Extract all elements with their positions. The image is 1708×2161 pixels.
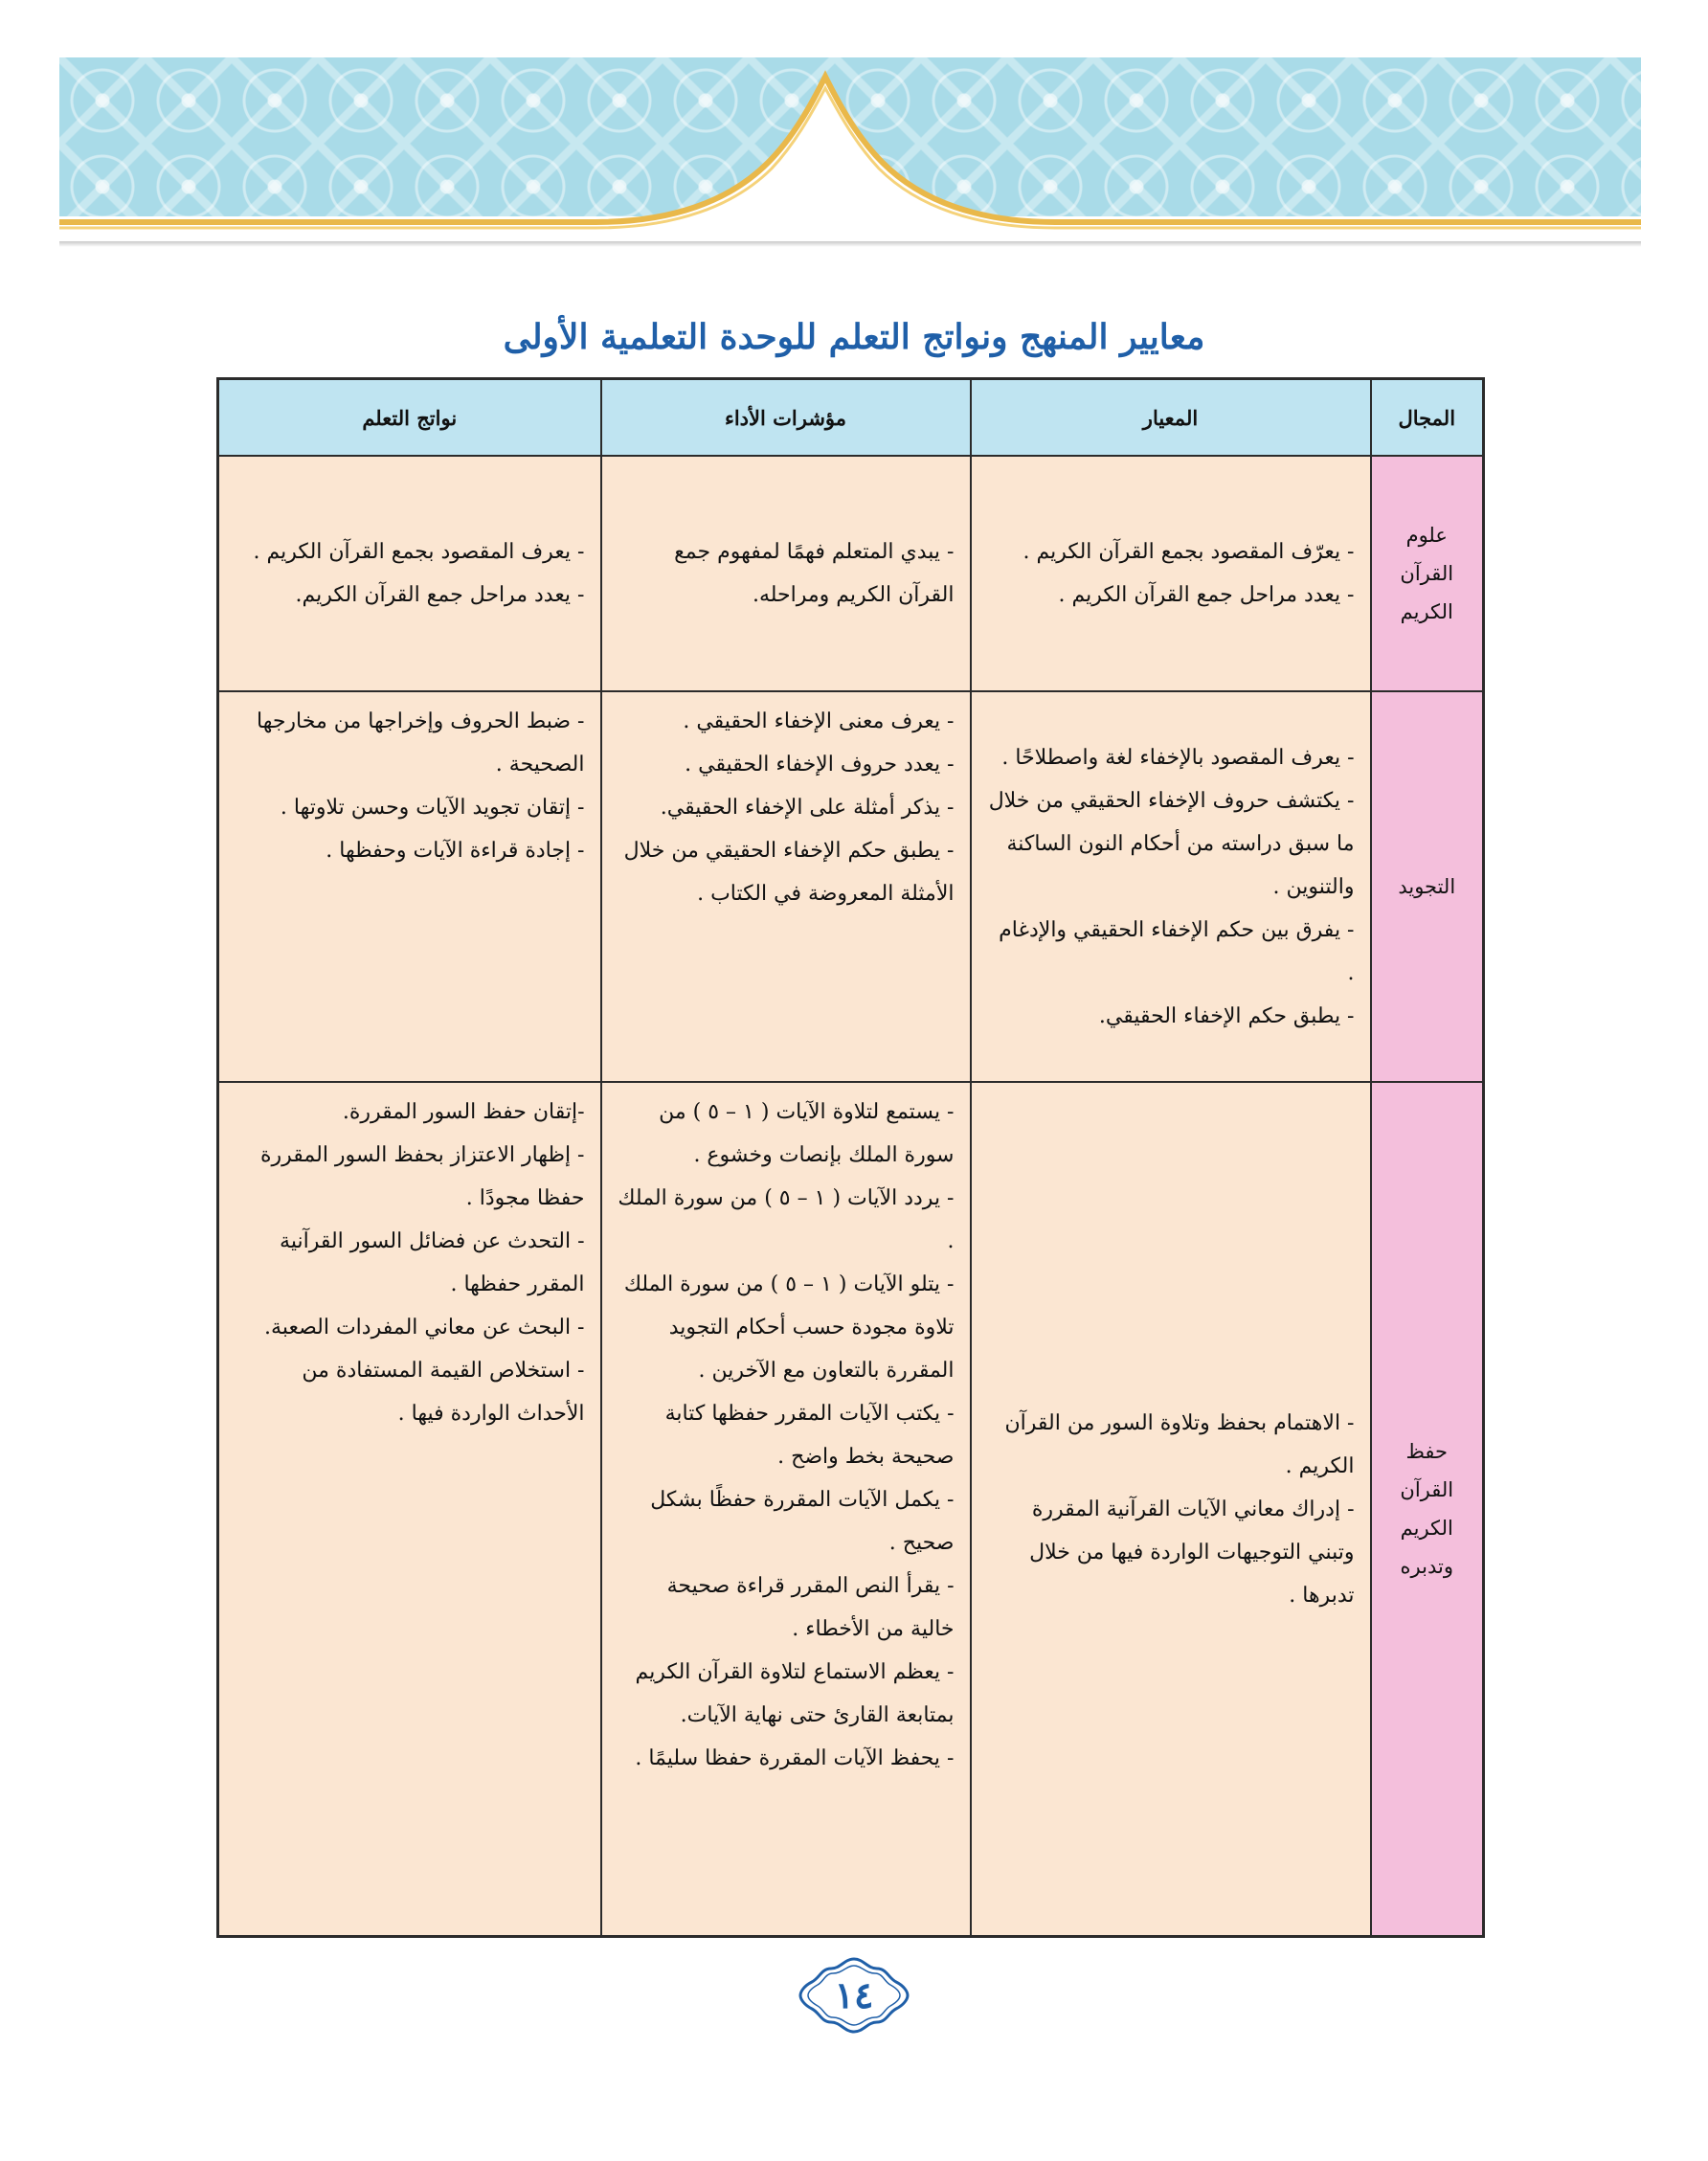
list-item: - ضبط الحروف وإخراجها من مخارجها الصحيحة . (256, 709, 585, 777)
table-row (218, 456, 1484, 691)
list-item: - يذكر أمثلة على الإخفاء الحقيقي. (660, 796, 955, 820)
header-indicators: مؤشرات الأداء (601, 379, 971, 457)
curriculum-table (216, 377, 1485, 1938)
table-row (218, 691, 1484, 1082)
list-item: - يتلو الآيات ( ١ – ٥ ) من سورة الملك تلاوة مجودة حسب أحكام التجويد المقررة بالتعاون مع الآخرين . (623, 1272, 955, 1383)
table-header-row (218, 379, 1484, 457)
domain-cell (1371, 691, 1484, 1082)
list-item: - يعرف معنى الإخفاء الحقيقي . (683, 709, 955, 733)
domain-cell (1371, 1082, 1484, 1937)
domain-line: الكريم (1400, 600, 1453, 623)
list-item: - إدراك معاني الآيات القرآنية المقررة وتبني التوجيهات الواردة فيها من خلال تدبرها . (1029, 1497, 1355, 1608)
domain-line: حفظ (1405, 1440, 1449, 1463)
domain-cell (1371, 456, 1484, 691)
list-item: - يبدي المتعلم فهمًا لمفهوم جمع القرآن الكريم ومراحله. (674, 540, 955, 607)
indicators-cell (601, 691, 971, 1082)
outcomes-cell (218, 1082, 601, 1937)
list-item: - يستمع لتلاوة الآيات ( ١ – ٥ ) من سورة الملك بإنصات وخشوع . (659, 1100, 955, 1167)
domain-line: الكريم (1400, 1517, 1453, 1540)
header-standard: المعيار (971, 379, 1371, 457)
list-item: - يعرف المقصود بالإخفاء لغة واصطلاحًا . (1001, 745, 1355, 770)
list-item: -إتقان حفظ السور المقررة. (342, 1100, 585, 1124)
domain-line: التجويد (1398, 875, 1456, 898)
page-title: معايير المنهج ونواتج التعلم للوحدة التعلمية الأولى (503, 317, 1205, 358)
list-item: - يكمل الآيات المقررة حفظًا بشكل صحيح . (650, 1488, 955, 1555)
outcomes-cell (218, 691, 601, 1082)
domain-line: القرآن (1400, 1478, 1454, 1501)
list-item: - يكتشف حروف الإخفاء الحقيقي من خلال ما سبق دراسته من أحكام النون الساكنة والتنوين . (988, 788, 1355, 899)
standard-cell (971, 456, 1371, 691)
domain-line: علوم (1405, 524, 1448, 547)
outcomes-cell (218, 456, 601, 691)
list-item: - يطبق حكم الإخفاء الحقيقي. (1098, 1003, 1355, 1028)
list-item: - يردد الآيات ( ١ – ٥ ) من سورة الملك . (618, 1186, 955, 1253)
list-item: - يعظم الاستماع لتلاوة القرآن الكريم بمتابعة القارئ حتى نهاية الآيات. (635, 1660, 955, 1727)
header-outcomes: نواتج التعلم (218, 379, 601, 457)
list-item: - البحث عن معاني المفردات الصعبة. (264, 1316, 585, 1339)
indicators-cell (601, 456, 971, 691)
indicators-cell (601, 1082, 971, 1937)
standard-cell (971, 691, 1371, 1082)
list-item: - الاهتمام بحفظ وتلاوة السور من القرآن الكريم . (1004, 1410, 1355, 1478)
list-item: - يعرّف المقصود بجمع القرآن الكريم . (1023, 540, 1355, 564)
list-item: - يقرأ النص المقرر قراءة صحيحة خالية من الأخطاء . (666, 1574, 955, 1641)
list-item: - يحفظ الآيات المقررة حفظا سليمًا . (635, 1746, 955, 1770)
standard-cell (971, 1082, 1371, 1937)
list-item: - يعدد مراحل جمع القرآن الكريم . (1058, 583, 1355, 607)
list-item: - إتقان تجويد الآيات وحسن تلاوتها . (280, 796, 585, 820)
banner-arch (59, 57, 1641, 249)
list-item: - يعدد مراحل جمع القرآن الكريم. (295, 583, 585, 607)
header-domain: المجال (1371, 379, 1484, 457)
list-item: - يطبق حكم الإخفاء الحقيقي من خلال الأمثلة المعروضة في الكتاب . (623, 839, 955, 906)
list-item: - يفرق بين حكم الإخفاء الحقيقي والإدغام . (999, 917, 1355, 985)
list-item: - إجادة قراءة الآيات وحفظها . (326, 839, 585, 863)
list-item: - استخلاص القيمة المستفادة من الأحداث الواردة فيها . (302, 1359, 585, 1426)
page-number-badge (797, 1955, 911, 2036)
domain-line: وتدبره (1400, 1555, 1453, 1578)
list-item: - يعدد حروف الإخفاء الحقيقي . (685, 753, 955, 777)
page-number: ١٤ (834, 1973, 874, 2016)
list-item: - إظهار الاعتزاز بحفظ السور المقررة حفظا مجودًا . (259, 1143, 585, 1210)
list-item: - يكتب الآيات المقرر حفظها كتابة صحيحة بخط واضح . (664, 1402, 955, 1469)
banner-shadow (59, 241, 1641, 247)
list-item: - يعرف المقصود بجمع القرآن الكريم . (253, 540, 585, 564)
domain-line: القرآن (1400, 562, 1454, 585)
table-row (218, 1082, 1484, 1937)
list-item: - التحدث عن فضائل السور القرآنية المقرر حفظها . (280, 1229, 585, 1296)
